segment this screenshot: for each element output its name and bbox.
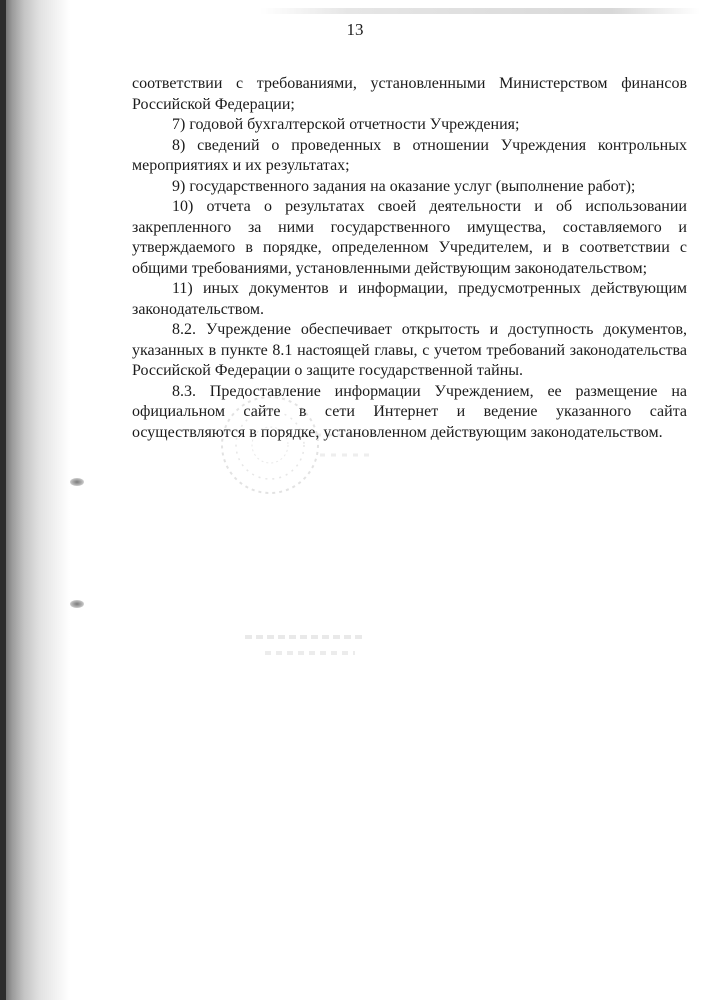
list-item-10: 10) отчета о результатах своей деятельности и об использовании закрепленного за ними государственного имущества, составляемого и утверждаемого в порядке, определенном Учредителем, и в соответствии с общими требованиями, установленными действующим законодательством; (132, 198, 687, 277)
scan-edge-shadow (260, 8, 700, 14)
clause-8-2: 8.2. Учреждение обеспечивает открытость и доступность документов, указанных в пункте 8.1 настоящей главы, с учетом требований законодательства Российской Федерации о защите государственной тайны. (132, 321, 687, 379)
punch-hole-mark (70, 600, 84, 608)
list-item-11: 11) иных документов и информации, предусмотренных действующим законодательством. (132, 280, 687, 318)
paragraph-continuation: соответствии с требованиями, установленными Министерством финансов Российской Федерации; (132, 75, 687, 113)
binding-shadow (0, 0, 70, 1000)
punch-hole-mark (70, 478, 84, 486)
document-body (132, 74, 687, 443)
binding-edge (0, 0, 6, 1000)
faded-text-mark-image (245, 625, 375, 665)
list-item-8: 8) сведений о проведенных в отношении Учреждения контрольных мероприятиях и их результатах; (132, 136, 687, 174)
list-item-9: 9) государственного задания на оказание услуг (выполнение работ); (172, 177, 636, 195)
list-item-7: 7) годовой бухгалтерской отчетности Учреждения; (172, 116, 520, 133)
page-number: 13 (346, 20, 364, 39)
clause-8-3: 8.3. Предоставление информации Учреждением, ее размещение на официальном сайте в сети Интернет и ведение указанного сайта осуществляются в порядке, установленном действующим законодательством. (132, 382, 687, 441)
